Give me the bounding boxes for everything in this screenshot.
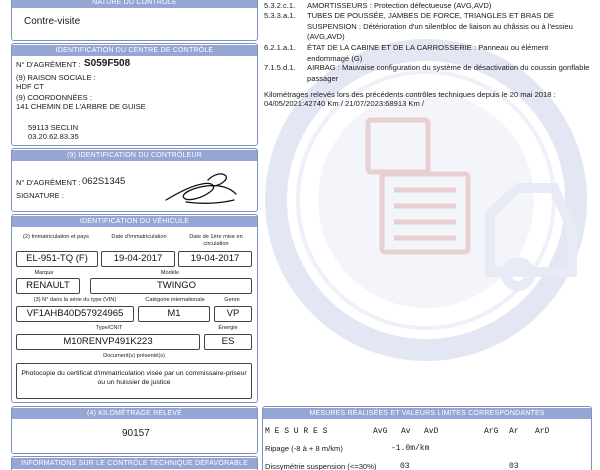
kilometrage-value: 90157: [122, 428, 150, 439]
info-bottom-panel: [11, 456, 258, 470]
defect-code: 6.2.1.a.1.: [264, 43, 296, 52]
mesures-col-ard: ArD: [535, 427, 550, 436]
info-bottom-header: INFORMATIONS SUR LE CONTRÔLE TECHNIQUE DÉFAVORABLE: [12, 458, 257, 469]
date-first-caption: Date de 1ère mise en circulation: [189, 234, 243, 247]
centre-header: IDENTIFICATION DU CENTRE DE CONTRÔLE: [12, 45, 257, 56]
mesures-col-avd: AvD: [424, 427, 439, 436]
centre-address: 141 CHEMIN DE L'ARBRE DE GUISE: [16, 102, 146, 111]
date-first-field: 19-04-2017: [178, 251, 252, 267]
immat-field: EL-951-TQ (F): [16, 251, 98, 267]
defect-code: 5.3.3.a.1.: [264, 11, 296, 20]
documents-field: Photocopie du certificat d'immatriculation visée par un commissaire-priseur ou un huissier de justice: [16, 363, 252, 399]
mesures-col-arg: ArG: [484, 427, 499, 436]
mesures-panel: [262, 406, 592, 470]
defect-text: AIRBAG : Mauvaise configuration du système de désactivation du coussin gonflable passager: [307, 63, 590, 83]
mesures-row-value: 03: [509, 462, 519, 470]
kilometrage-header: (4) KILOMÉTRAGE RELEVÉ: [12, 408, 257, 419]
genre-caption: Genre: [224, 297, 240, 303]
controleur-signature-label: SIGNATURE :: [16, 191, 64, 200]
mesures-header: MESURES RÉALISÉES ET VALEURS LIMITES CORRESPONDANTES: [263, 408, 591, 419]
mesures-row-label: Ripage (-8 à + 8 m/km): [265, 444, 343, 453]
type-field: M10RENVP491K223: [16, 334, 200, 350]
nature-header: NATURE DU CONTRÔLE: [12, 0, 257, 8]
vehicule-header: IDENTIFICATION DU VÉHICULE: [12, 216, 257, 227]
defect-code: 7.1.5.d.1.: [264, 63, 296, 72]
type-caption: Type/CNIT: [95, 325, 123, 331]
genre-field: VP: [214, 306, 252, 322]
date-immat-caption: Date d'immatriculation: [111, 234, 167, 240]
marque-field: RENAULT: [16, 278, 80, 294]
categorie-caption: Catégorie internationale: [145, 297, 205, 303]
categorie-field: M1: [138, 306, 210, 322]
date-immat-field: 19-04-2017: [101, 251, 175, 267]
controleur-panel: [11, 148, 258, 212]
modele-field: TWINGO: [90, 278, 252, 294]
centre-phone: 03.20.62.83.35: [28, 132, 79, 141]
modele-caption: Modèle: [160, 270, 180, 276]
mesures-row-label: Dissymétrie suspension (<=30%): [265, 462, 377, 470]
marque-caption: Marque: [34, 270, 54, 276]
documents-caption: Document(s) présenté(s): [103, 353, 165, 359]
mesures-row-value: -1.0m/km: [391, 444, 430, 453]
centre-city: 59113 SECLIN: [28, 123, 79, 132]
controleur-agrement-value: 062S1345: [82, 176, 126, 187]
defect-text: AMORTISSEURS : Protection défectueuse (AVG,AVD): [307, 1, 492, 10]
km-history-values: 04/05/2021:42740 Km / 21/07/2023:68913 Km /: [264, 99, 425, 108]
mesures-row-value: 03: [400, 462, 410, 470]
nature-value: Contre-visite: [24, 16, 81, 27]
energie-field: ES: [204, 334, 252, 350]
centre-agrement-value: S059F508: [84, 58, 131, 69]
vin-field: VF1AHB40D57924965: [16, 306, 134, 322]
mesures-col-title: M E S U R E S: [265, 427, 328, 436]
defect-code: 5.3.2.c.1.: [264, 1, 296, 10]
mesures-col-ar: Ar: [509, 427, 519, 436]
mesures-col-av: Av: [401, 427, 411, 436]
defect-text: ÉTAT DE LA CABINE ET DE LA CARROSSERIE : Panneau ou élément endommagé (G): [307, 43, 549, 63]
centre-panel: [11, 43, 258, 146]
defect-text: TUBES DE POUSSÉE, JAMBES DE FORCE, TRIANGLES ET BRAS DE SUSPENSION : Détérioration d'un silentbloc de liaison au châssis ou à l'essieu (AVG,AVD): [307, 11, 573, 41]
mesures-col-avg: AvG: [373, 427, 388, 436]
controleur-header: (9) IDENTIFICATION DU CONTRÔLEUR: [12, 150, 257, 161]
vin-caption: (3) N° dans la série du type (VIN): [33, 297, 117, 303]
km-history-title: Kilométrages relevés lors des précédents contrôles techniques depuis le 20 mai 2018 :: [264, 90, 556, 99]
signature-scribble: [162, 164, 244, 208]
centre-coord-label: (9) COORDONNÉES :: [16, 93, 92, 102]
energie-caption: Énergie: [218, 325, 238, 331]
centre-raison-label: (9) RAISON SOCIALE :: [16, 73, 96, 82]
controleur-agrement-label: N° D'AGRÉMENT :: [16, 178, 81, 187]
nature-panel: [11, 0, 258, 41]
vehicule-panel: [11, 214, 258, 403]
kilometrage-panel: [11, 406, 258, 454]
centre-agrement-label: N° D'AGRÉMENT :: [16, 60, 81, 69]
immat-caption: (2) Immatriculation et pays: [23, 234, 89, 240]
centre-raison-value: HDF CT: [16, 82, 44, 91]
